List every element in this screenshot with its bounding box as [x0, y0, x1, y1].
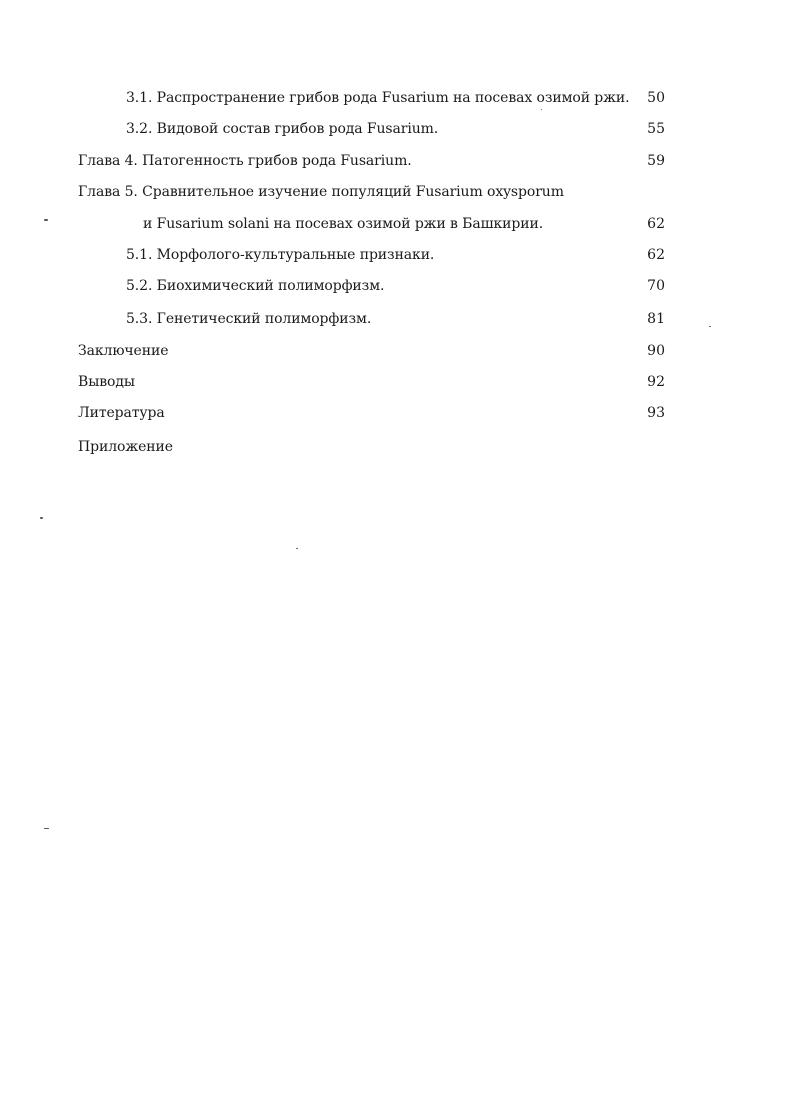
scan-speck: [44, 828, 49, 829]
scan-speck: [40, 517, 43, 519]
toc-entry-page: 59: [647, 153, 665, 169]
toc-entry-title: 5.2. Биохимический полиморфизм.: [126, 278, 385, 294]
scan-speck: [44, 219, 48, 221]
scan-speck: [541, 109, 542, 110]
toc-entry-title: Выводы: [78, 374, 135, 390]
toc-entry-chapter-4: [0, 149, 799, 173]
scan-speck: [296, 548, 298, 549]
toc-entry-5-1: [0, 243, 799, 267]
toc-entry-title: Заключение: [78, 343, 169, 359]
toc-entry-conclusion: [0, 339, 799, 363]
toc-entry-page: 62: [647, 216, 665, 232]
toc-entry-page: 90: [647, 343, 665, 359]
toc-entry-3-2: [0, 117, 799, 141]
scan-speck: [709, 326, 711, 327]
toc-entry-3-1: [0, 86, 799, 110]
toc-entry-page: 50: [647, 90, 665, 106]
toc-entry-title: 3.2. Видовой состав грибов рода Fusarium.: [126, 121, 439, 137]
toc-entry-title: Литература: [78, 405, 165, 421]
toc-entry-title: Глава 4. Патогенность грибов рода Fusarium.: [78, 153, 412, 169]
toc-entry-appendix: [0, 435, 799, 459]
toc-entry-title: 5.1. Морфолого-культуральные признаки.: [126, 247, 435, 263]
toc-entry-page: 62: [647, 247, 665, 263]
toc-entry-chapter-5: [0, 180, 799, 204]
toc-entry-chapter-5-continued: [0, 212, 799, 236]
toc-entry-title: 5.3. Генетический полиморфизм.: [126, 311, 372, 327]
toc-entry-5-3: [0, 307, 799, 331]
toc-entry-title: Приложение: [78, 439, 173, 455]
toc-entry-5-2: [0, 274, 799, 298]
toc-entry-findings: [0, 370, 799, 394]
toc-entry-page: 93: [647, 405, 665, 421]
toc-entry-page: 81: [647, 311, 665, 327]
toc-entry-title: 3.1. Распространение грибов рода Fusarium на посевах озимой ржи.: [126, 90, 630, 106]
toc-entry-title: и Fusarium solani на посевах озимой ржи в Башкирии.: [143, 216, 544, 232]
toc-entry-title: Глава 5. Сравнительное изучение популяций Fusarium oxysporum: [78, 184, 564, 200]
toc-entry-page: 70: [647, 278, 665, 294]
toc-entry-page: 55: [647, 121, 665, 137]
toc-entry-references: [0, 401, 799, 425]
toc-entry-page: 92: [647, 374, 665, 390]
